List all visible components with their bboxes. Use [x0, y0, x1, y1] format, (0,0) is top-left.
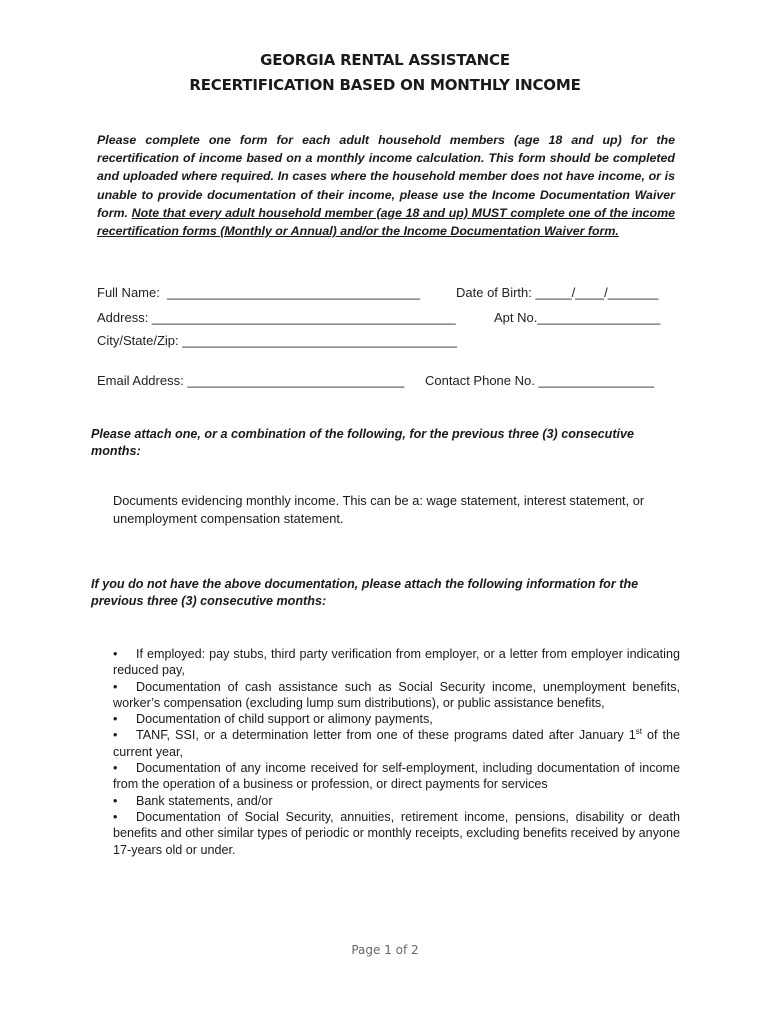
bullet-icon: •: [113, 793, 118, 808]
list-item: • Documentation of any income received for self-employment, including documentation of income from the operation of a business or profession, or direct payments for services: [113, 761, 680, 792]
list-item: • TANF, SSI, or a determination letter from one of these programs dated after January 1st of the current year,: [113, 727, 681, 759]
date-of-birth-field[interactable]: Date of Birth: _____/____/_______: [456, 285, 659, 300]
bullet-icon: •: [113, 679, 118, 694]
apt-number-field[interactable]: Apt No._________________: [494, 310, 661, 325]
document-title-line1: GEORGIA RENTAL ASSISTANCE: [260, 51, 510, 69]
address-field[interactable]: Address: __________________________________________: [97, 310, 456, 325]
document-title-line2: RECERTIFICATION BASED ON MONTHLY INCOME: [189, 76, 581, 94]
documents-description: Documents evidencing monthly income. This can be a: wage statement, interest statement, or unemployment compensation statement.: [113, 493, 645, 526]
bullet-icon: •: [113, 809, 118, 824]
alternate-documentation-heading: If you do not have the above documentation, please attach the following information for the previous three (3) consecutive months:: [91, 577, 639, 608]
full-name-field[interactable]: Full Name: ___________________________________: [97, 285, 421, 300]
list-item: • Documentation of child support or alimony payments,: [113, 712, 433, 727]
intro-text: Please complete one form for each adult household members (age 18 and up) for the recertification of income based on a monthly income calculation. This form should be completed and uploaded where required. In cases where the household member does not have income, or is unable to provide documentation of their income, please use the Income Documentation Waiver form.: [97, 133, 675, 220]
bullet-icon: •: [113, 712, 118, 727]
list-item: • Documentation of cash assistance such as Social Security income, unemployment benefits, worker’s compensation (excluding lump sum distributions), or public assistance benefits,: [113, 679, 680, 710]
documentation-list: [113, 646, 680, 858]
attach-heading: Please attach one, or a combination of the following, for the previous three (3) consecutive months:: [91, 427, 635, 458]
bullet-icon: •: [113, 761, 118, 776]
city-state-zip-field[interactable]: City/State/Zip: ______________________________________: [97, 333, 457, 348]
bullet-icon: •: [113, 728, 118, 743]
contact-phone-field[interactable]: Contact Phone No. ________________: [425, 373, 655, 388]
list-item: • If employed: pay stubs, third party verification from employer, or a letter from employer indicating reduced pay,: [113, 647, 680, 678]
bullet-icon: •: [113, 647, 118, 661]
email-address-field[interactable]: Email Address: ______________________________: [97, 373, 405, 388]
page-number: Page 1 of 2: [351, 943, 419, 957]
list-item: • Documentation of Social Security, annuities, retirement income, pensions, disability or death benefits and other similar types of periodic or monthly receipts, excluding benefits received by anyone 17-years old or under.: [113, 809, 680, 857]
intro-paragraph: [97, 131, 675, 240]
intro-underlined-note: Note that every adult household member (age 18 and up) MUST complete one of the income recertification forms (Monthly or Annual) and/or the Income Documentation Waiver form.: [97, 205, 676, 239]
list-item: • Bank statements, and/or: [113, 793, 273, 808]
